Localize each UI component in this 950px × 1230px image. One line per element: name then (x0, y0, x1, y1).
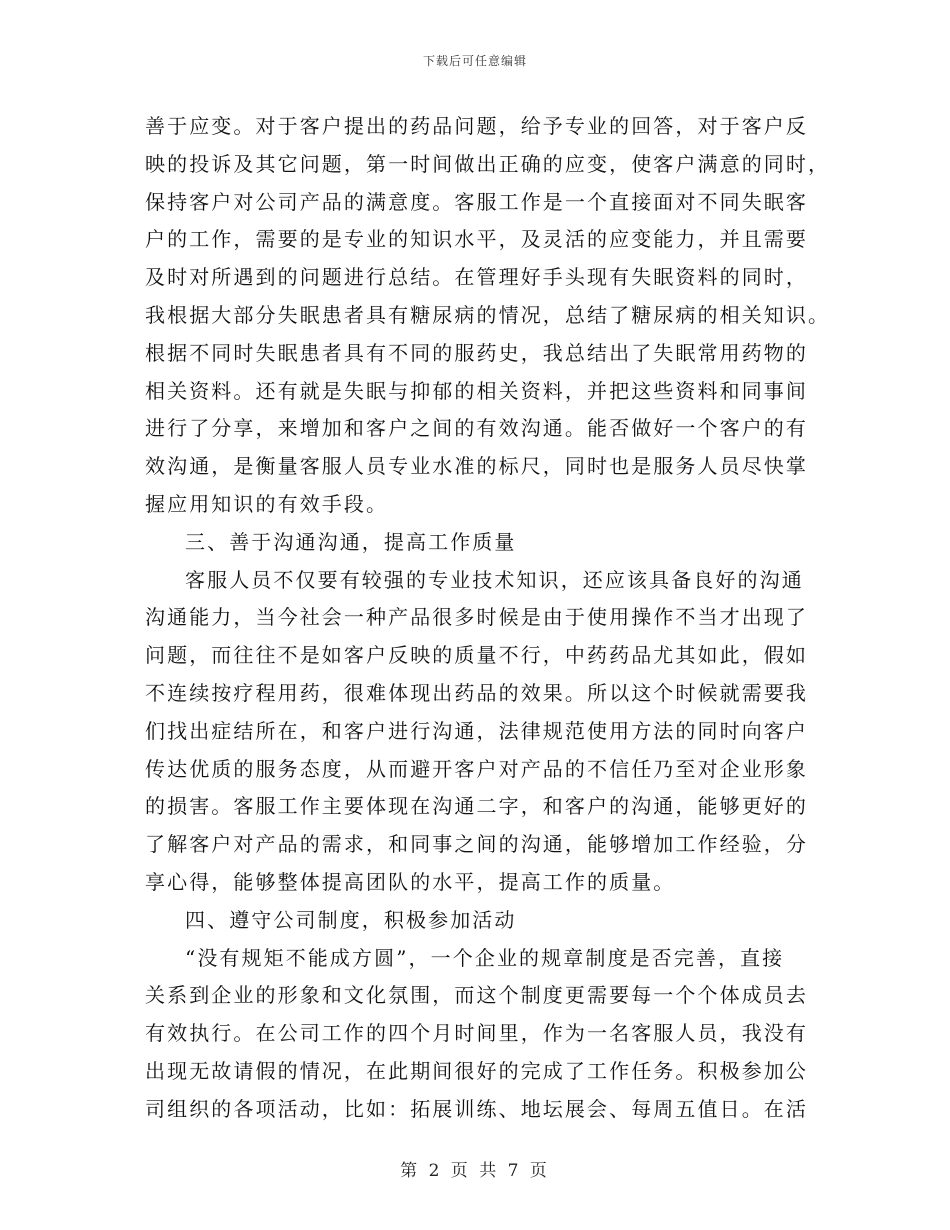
text-line: 出现无故请假的情况，在此期间很好的完成了工作任务。积极参加公 (145, 1058, 808, 1083)
text-line: 们找出症结所在，和客户进行沟通，法律规范使用方法的同时向客户 (145, 718, 808, 743)
text-line: 效沟通，是衡量客服人员专业水准的标尺，同时也是服务人员尽快掌 (145, 454, 808, 479)
text-line: 不连续按疗程用药，很难体现出药品的效果。所以这个时候就需要我 (145, 680, 808, 705)
section-heading: 四、遵守公司制度，积极参加活动 (185, 907, 517, 932)
text-line: 户的工作，需要的是专业的知识水平，及灵活的应变能力，并且需要 (145, 227, 808, 252)
text-line: 映的投诉及其它问题，第一时间做出正确的应变，使客户满意的同时， (145, 151, 831, 176)
text-line: 的损害。客服工作主要体现在沟通二字，和客户的沟通，能够更好的 (145, 794, 808, 819)
text-line: 我根据大部分失眠患者具有糖尿病的情况，总结了糖尿病的相关知识。 (145, 302, 831, 327)
text-line: 客服人员不仅要有较强的专业技术知识，还应该具备良好的沟通 (185, 567, 804, 592)
page-header: 下载后可任意编辑 (422, 54, 527, 68)
text-line: 问题，而往往不是如客户反映的质量不行，中药药品尤其如此，假如 (145, 643, 808, 668)
text-line: 传达优质的服务态度，从而避开客户对产品的不信任乃至对企业形象 (145, 756, 808, 781)
text-line: 享心得，能够整体提高团队的水平，提高工作的质量。 (145, 869, 676, 894)
text-line: 善于应变。对于客户提出的药品问题，给予专业的回答，对于客户反 (145, 114, 808, 138)
text-line: 相关资料。还有就是失眠与抑郁的相关资料，并把这些资料和同事间 (145, 378, 808, 403)
section-heading: 三、善于沟通沟通，提高工作质量 (185, 529, 517, 554)
text-line: 了解客户对产品的需求，和同事之间的沟通，能够增加工作经验，分 (145, 832, 808, 857)
text-line: 根据不同时失眠患者具有不同的服药史，我总结出了失眠常用药物的 (145, 340, 808, 365)
text-line: 沟通能力，当今社会一种产品很多时候是由于使用操作不当才出现了 (145, 605, 808, 630)
text-line: 保持客户对公司产品的满意度。客服工作是一个直接面对不同失眠客 (145, 189, 808, 214)
text-line: 及时对所遇到的问题进行总结。在管理好手头现有失眠资料的同时， (145, 265, 808, 290)
text-line: 进行了分享，来增加和客户之间的有效沟通。能否做好一个客户的有 (145, 416, 808, 441)
text-line: “没有规矩不能成方圆”，一个企业的规章制度是否完善，直接 (185, 945, 785, 970)
text-line: 司组织的各项活动，比如：拓展训练、地坛展会、每周五值日。在活 (145, 1096, 808, 1121)
page-number: 第 2 页 共 7 页 (400, 1161, 550, 1181)
text-line: 关系到企业的形象和文化氛围，而这个制度更需要每一个个体成员去 (145, 983, 808, 1008)
text-line: 握应用知识的有效手段。 (145, 491, 389, 516)
text-line: 有效执行。在公司工作的四个月时间里，作为一名客服人员，我没有 (145, 1021, 808, 1046)
document-body (145, 108, 831, 1129)
